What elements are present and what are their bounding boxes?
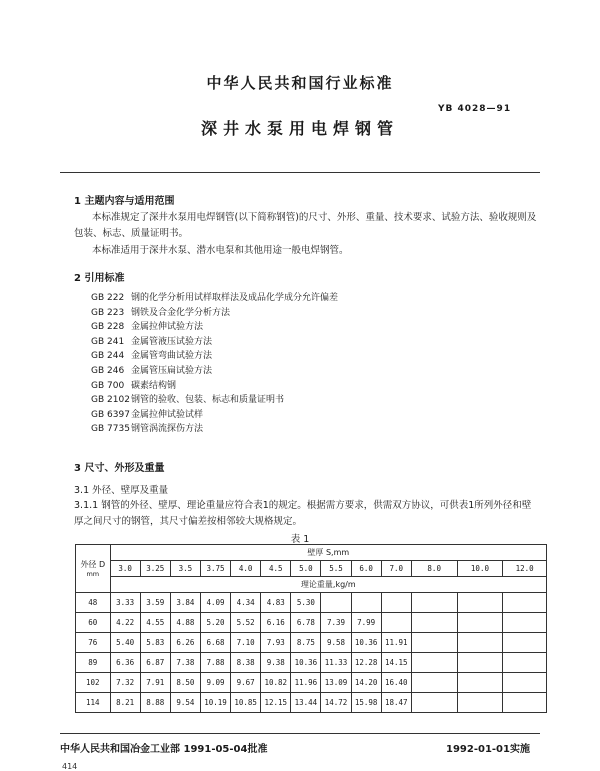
thickness-row — [76, 561, 547, 577]
section-1-heading: 1 主题内容与适用范围 — [74, 196, 175, 207]
weight-cell: 3.59 — [140, 593, 170, 613]
weight-cell: 10.36 — [351, 633, 381, 653]
thickness-cell: 4.5 — [261, 561, 291, 577]
reference-code: GB 2102 — [91, 395, 130, 406]
reference-code: GB 7735 — [91, 424, 130, 435]
reference-title: 金属管液压试验方法 — [131, 336, 213, 347]
weight-cell: 8.50 — [170, 673, 200, 693]
footer-rule — [60, 733, 540, 734]
weight-cell: 4.88 — [170, 613, 200, 633]
reference-title: 金属拉伸试验方法 — [131, 322, 204, 333]
weight-cell: 14.15 — [381, 653, 411, 673]
reference-code: GB 241 — [91, 336, 125, 347]
issuing-organization: 中华人民共和国行业标准 — [206, 74, 394, 92]
weight-cell: 10.85 — [231, 693, 261, 713]
weight-cell: 5.40 — [110, 633, 140, 653]
approval-line: 中华人民共和国冶金工业部 1991-05-04批准 — [60, 744, 268, 755]
thickness-cell: 5.0 — [291, 561, 321, 577]
reference-code: GB 246 — [91, 365, 125, 376]
thickness-cell: 10.0 — [457, 561, 503, 577]
table-row — [76, 633, 547, 653]
weight-cell: 8.75 — [291, 633, 321, 653]
weight-cell: 4.83 — [261, 593, 291, 613]
weight-cell: 11.96 — [291, 673, 321, 693]
reference-title: 金属拉伸试验试样 — [131, 409, 204, 420]
weight-cell: 6.26 — [170, 633, 200, 653]
header-rule — [60, 172, 540, 173]
weight-cell: 10.36 — [291, 653, 321, 673]
section-1-para-1: 本标准规定了深井水泵用电焊钢管(以下简称钢管)的尺寸、外形、重量、技术要求、试验方法、验收规则及包装、标志、质量证明书。 — [74, 212, 537, 239]
weight-cell: 14.20 — [351, 673, 381, 693]
reference-item — [91, 349, 338, 364]
reference-title: 钢管的验收、包装、标志和质量证明书 — [131, 395, 285, 406]
od-cell: 76 — [76, 633, 111, 653]
thickness-cell: 4.0 — [231, 561, 261, 577]
weight-cell — [503, 613, 547, 633]
weight-cell: 9.54 — [170, 693, 200, 713]
weight-cell — [457, 693, 503, 713]
weight-cell: 9.09 — [200, 673, 230, 693]
weight-cell: 4.34 — [231, 593, 261, 613]
weight-cell: 7.38 — [170, 653, 200, 673]
weight-cell: 6.68 — [200, 633, 230, 653]
weight-cell: 8.38 — [231, 653, 261, 673]
weight-cell: 4.09 — [200, 593, 230, 613]
clause-3-1-1: 3.1.1 钢管的外径、壁厚、理论重量应符合表1的规定。根据需方要求，供需双方协议，可供表1所列外径和壁厚之间尺寸的钢管，其尺寸偏差按相邻较大规格规定。 — [74, 500, 532, 527]
reference-item — [91, 393, 338, 408]
reference-code: GB 223 — [91, 307, 125, 318]
weight-cell — [503, 693, 547, 713]
weight-cell: 9.67 — [231, 673, 261, 693]
weight-cell — [381, 593, 411, 613]
weight-cell: 8.21 — [110, 693, 140, 713]
weight-cell — [411, 693, 457, 713]
table-row — [76, 593, 547, 613]
weight-cell: 12.15 — [261, 693, 291, 713]
effective-date: 1992-01-01实施 — [446, 744, 530, 755]
weight-cell: 8.88 — [140, 693, 170, 713]
wall-thickness-header: 壁厚 S,mm — [110, 545, 546, 561]
weight-cell — [503, 653, 547, 673]
table-row — [76, 613, 547, 633]
weight-cell — [457, 613, 503, 633]
weight-cell: 5.20 — [200, 613, 230, 633]
weight-cell — [503, 673, 547, 693]
weight-cell: 15.98 — [351, 693, 381, 713]
reference-item — [91, 291, 338, 306]
weight-cell: 7.39 — [321, 613, 351, 633]
reference-item — [91, 379, 338, 394]
od-cell: 114 — [76, 693, 111, 713]
od-label: 外径 D — [80, 560, 106, 569]
section-3-heading: 3 尺寸、外形及重量 — [74, 463, 165, 474]
weight-cell — [321, 593, 351, 613]
reference-item — [91, 364, 338, 379]
reference-code: GB 700 — [91, 380, 125, 391]
thickness-cell: 3.5 — [170, 561, 200, 577]
od-cell: 89 — [76, 653, 111, 673]
weight-cell — [503, 593, 547, 613]
weight-cell — [411, 653, 457, 673]
section-1-para-2: 本标准适用于深井水泵、潜水电泵和其他用途一般电焊钢管。 — [92, 245, 349, 256]
thickness-cell: 3.25 — [140, 561, 170, 577]
weight-cell: 4.22 — [110, 613, 140, 633]
weight-cell: 10.19 — [200, 693, 230, 713]
reference-item — [91, 320, 338, 335]
thickness-cell: 3.0 — [110, 561, 140, 577]
thickness-cell: 6.0 — [351, 561, 381, 577]
weight-cell — [457, 593, 503, 613]
weight-cell: 5.52 — [231, 613, 261, 633]
table-caption: 表 1 — [290, 534, 310, 545]
od-unit: mm — [86, 570, 100, 578]
od-cell: 48 — [76, 593, 111, 613]
weight-cell: 5.83 — [140, 633, 170, 653]
reference-title: 钢的化学分析用试样取样法及成品化学成分允许偏差 — [131, 293, 339, 303]
weight-cell: 7.88 — [200, 653, 230, 673]
weight-cell: 9.38 — [261, 653, 291, 673]
reference-title: 钢铁及合金化学分析方法 — [131, 307, 231, 318]
reference-item — [91, 335, 338, 350]
table-row — [76, 673, 547, 693]
page-number: 414 — [62, 762, 78, 771]
weight-cell — [351, 593, 381, 613]
weight-cell — [457, 633, 503, 653]
subsection-3-1: 3.1 外径、壁厚及重量 — [74, 485, 169, 496]
reference-item — [91, 422, 338, 437]
weight-cell: 13.44 — [291, 693, 321, 713]
weight-cell: 18.47 — [381, 693, 411, 713]
reference-list — [91, 291, 338, 437]
reference-item — [91, 306, 338, 321]
reference-title: 钢管涡流探伤方法 — [131, 424, 204, 435]
thickness-cell: 8.0 — [411, 561, 457, 577]
weight-table — [75, 544, 547, 713]
weight-cell: 13.09 — [321, 673, 351, 693]
standard-code: YB 4028—91 — [438, 104, 512, 114]
reference-code: GB 6397 — [91, 409, 130, 420]
reference-code: GB 244 — [91, 351, 125, 362]
reference-title: 碳素结构钢 — [131, 380, 177, 391]
od-cell: 102 — [76, 673, 111, 693]
weight-cell: 7.32 — [110, 673, 140, 693]
table-row — [76, 693, 547, 713]
weight-cell: 12.28 — [351, 653, 381, 673]
weight-cell: 7.99 — [351, 613, 381, 633]
weight-cell: 10.82 — [261, 673, 291, 693]
weight-cell: 9.58 — [321, 633, 351, 653]
weight-cell — [457, 653, 503, 673]
weight-cell: 11.33 — [321, 653, 351, 673]
od-cell: 60 — [76, 613, 111, 633]
weight-cell: 3.84 — [170, 593, 200, 613]
weight-cell: 7.93 — [261, 633, 291, 653]
weight-cell: 11.91 — [381, 633, 411, 653]
reference-title: 金属管弯曲试验方法 — [131, 351, 213, 362]
weight-cell: 16.40 — [381, 673, 411, 693]
weight-header: 理论重量,kg/m — [110, 577, 546, 593]
reference-title: 金属管压扁试验方法 — [131, 365, 213, 376]
weight-cell — [411, 633, 457, 653]
weight-cell: 5.30 — [291, 593, 321, 613]
weight-cell: 4.55 — [140, 613, 170, 633]
reference-code: GB 222 — [91, 293, 125, 303]
section-2-heading: 2 引用标准 — [74, 273, 125, 284]
weight-cell — [381, 613, 411, 633]
thickness-cell: 3.75 — [200, 561, 230, 577]
weight-cell: 3.33 — [110, 593, 140, 613]
od-header — [76, 545, 111, 593]
weight-cell: 7.10 — [231, 633, 261, 653]
weight-cell: 6.16 — [261, 613, 291, 633]
thickness-cell: 7.0 — [381, 561, 411, 577]
reference-code: GB 228 — [91, 322, 125, 333]
weight-cell: 7.91 — [140, 673, 170, 693]
weight-cell: 14.72 — [321, 693, 351, 713]
weight-cell: 6.87 — [140, 653, 170, 673]
document-title: 深井水泵用电焊钢管 — [200, 119, 399, 138]
table-row — [76, 653, 547, 673]
weight-cell — [411, 593, 457, 613]
weight-cell: 6.78 — [291, 613, 321, 633]
weight-cell — [457, 673, 503, 693]
reference-item — [91, 408, 338, 423]
weight-cell — [411, 613, 457, 633]
weight-cell: 6.36 — [110, 653, 140, 673]
weight-cell — [503, 633, 547, 653]
weight-cell — [411, 673, 457, 693]
thickness-cell: 5.5 — [321, 561, 351, 577]
thickness-cell: 12.0 — [503, 561, 547, 577]
